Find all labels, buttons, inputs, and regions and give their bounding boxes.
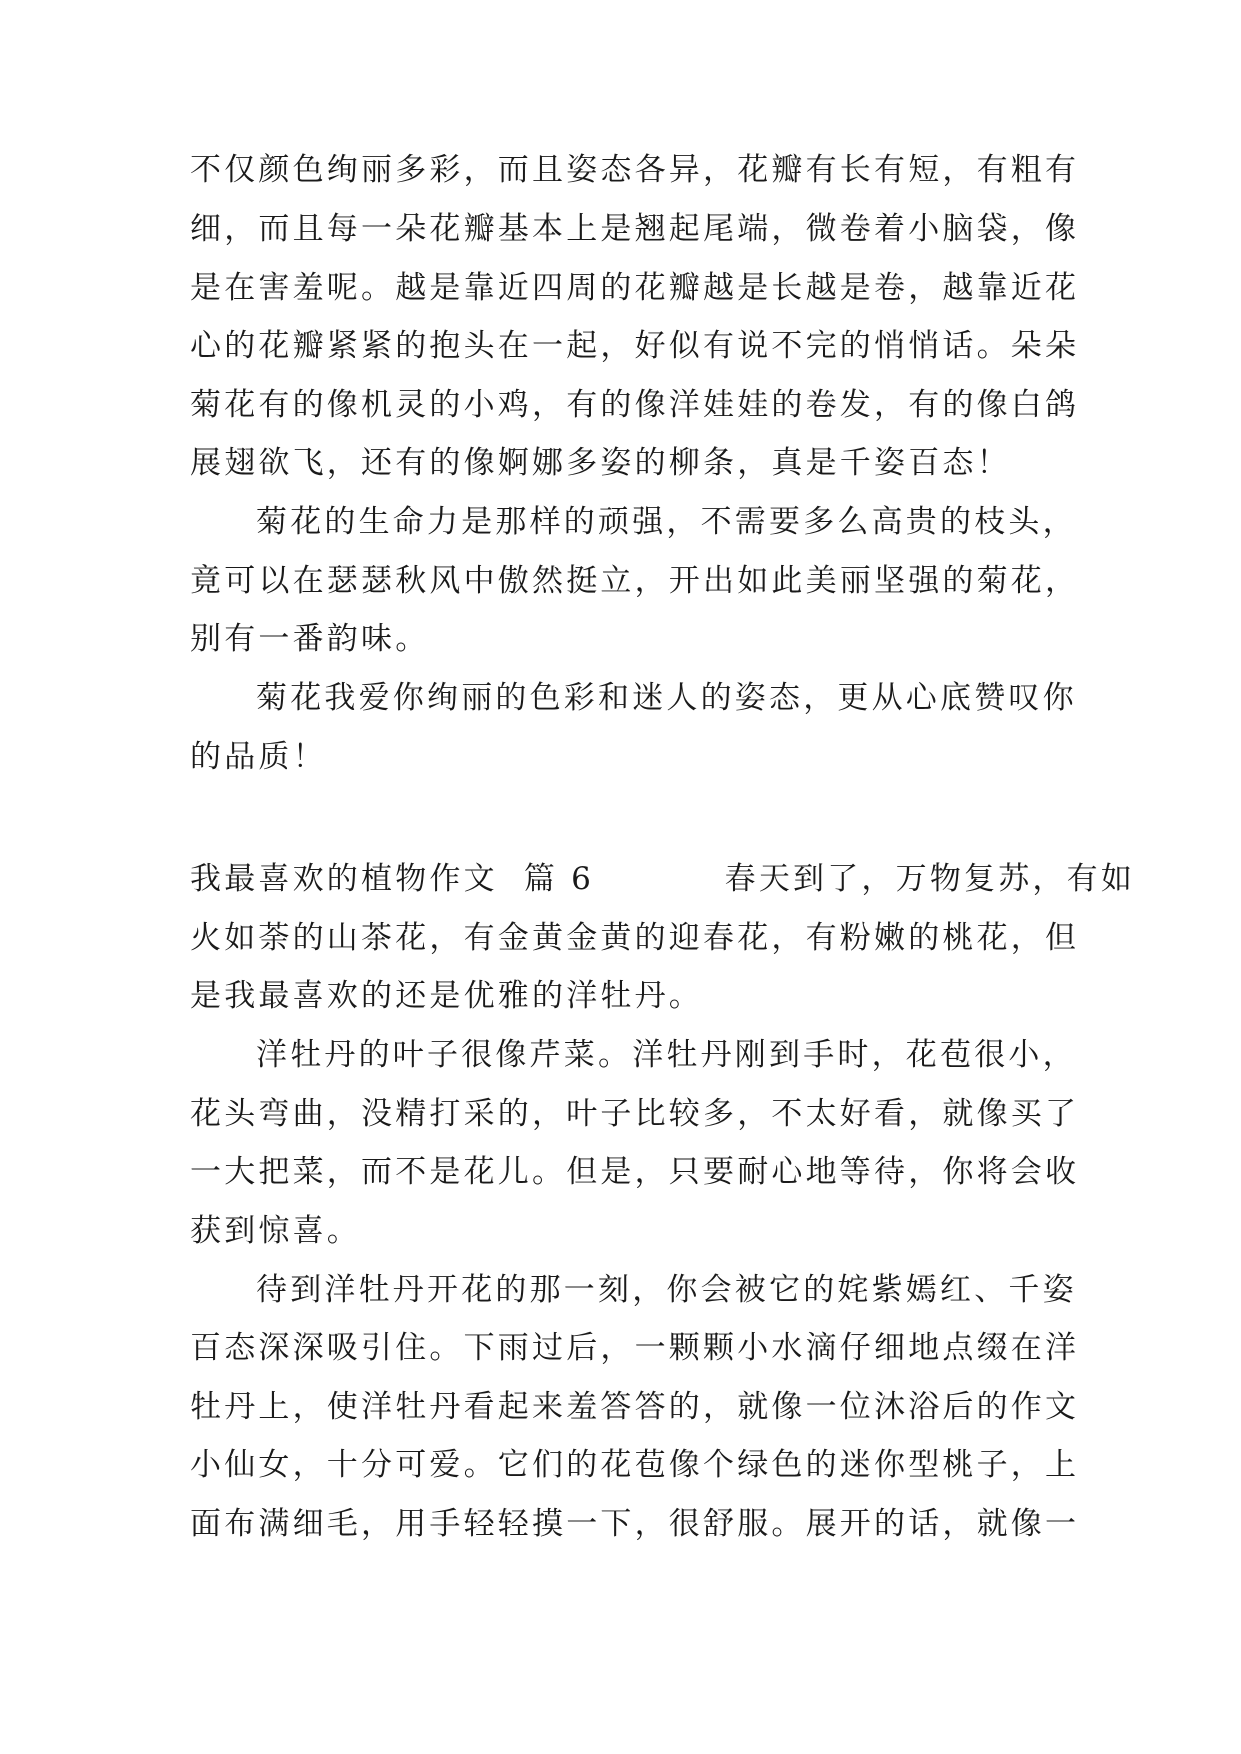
text-line: 展翅欲飞，还有的像婀娜多姿的柳条，真是千姿百态！: [190, 445, 1011, 481]
text-line: 是在害羞呢。越是靠近四周的花瓣越是长越是卷，越靠近花: [190, 270, 1080, 306]
text-line: 牡丹上，使洋牡丹看起来羞答答的，就像一位沐浴后的作文: [190, 1389, 1080, 1425]
text-line: 小仙女，十分可爱。它们的花苞像个绿色的迷你型桃子，上: [190, 1447, 1080, 1483]
text-line: 不仅颜色绚丽多彩，而且姿态各异，花瓣有长有短，有粗有: [190, 152, 1080, 188]
paragraph-first-line: 菊花的生命力是那样的顽强，不需要多么高贵的枝头，: [256, 504, 1077, 540]
text-line: 花头弯曲，没精打采的，叶子比较多，不太好看，就像买了: [190, 1096, 1080, 1132]
paragraph-first-line: 菊花我爱你绚丽的色彩和迷人的姿态，更从心底赞叹你: [256, 680, 1077, 716]
text-line: 的品质！: [190, 739, 327, 775]
text-line: 别有一番韵味。: [190, 621, 430, 657]
text-line: 菊花有的像机灵的小鸡，有的像洋娃娃的卷发，有的像白鸽: [190, 387, 1080, 423]
text-line: 火如荼的山茶花，有金黄金黄的迎春花，有粉嫩的桃花，但: [190, 920, 1080, 956]
text-line: 一大把菜，而不是花儿。但是，只要耐心地等待，你将会收: [190, 1154, 1080, 1190]
text-line: 心的花瓣紧紧的抱头在一起，好似有说不完的悄悄话。朵朵: [190, 328, 1080, 364]
section-heading-line: 我最喜欢的植物作文 篇 6 春天到了，万物复苏，有如: [190, 861, 1136, 897]
text-line: 细，而且每一朵花瓣基本上是翘起尾端，微卷着小脑袋，像: [190, 211, 1080, 247]
text-line: 百态深深吸引住。下雨过后，一颗颗小水滴仔细地点缀在洋: [190, 1330, 1080, 1366]
text-line: 获到惊喜。: [190, 1213, 361, 1249]
text-line: 竟可以在瑟瑟秋风中傲然挺立，开出如此美丽坚强的菊花，: [190, 563, 1080, 599]
paragraph-first-line: 洋牡丹的叶子很像芹菜。洋牡丹刚到手时，花苞很小，: [256, 1037, 1077, 1073]
paragraph-first-line: 待到洋牡丹开花的那一刻，你会被它的姹紫嫣红、千姿: [256, 1272, 1077, 1308]
text-line: 是我最喜欢的还是优雅的洋牡丹。: [190, 978, 703, 1014]
text-line: 面布满细毛，用手轻轻摸一下，很舒服。展开的话，就像一: [190, 1506, 1080, 1542]
